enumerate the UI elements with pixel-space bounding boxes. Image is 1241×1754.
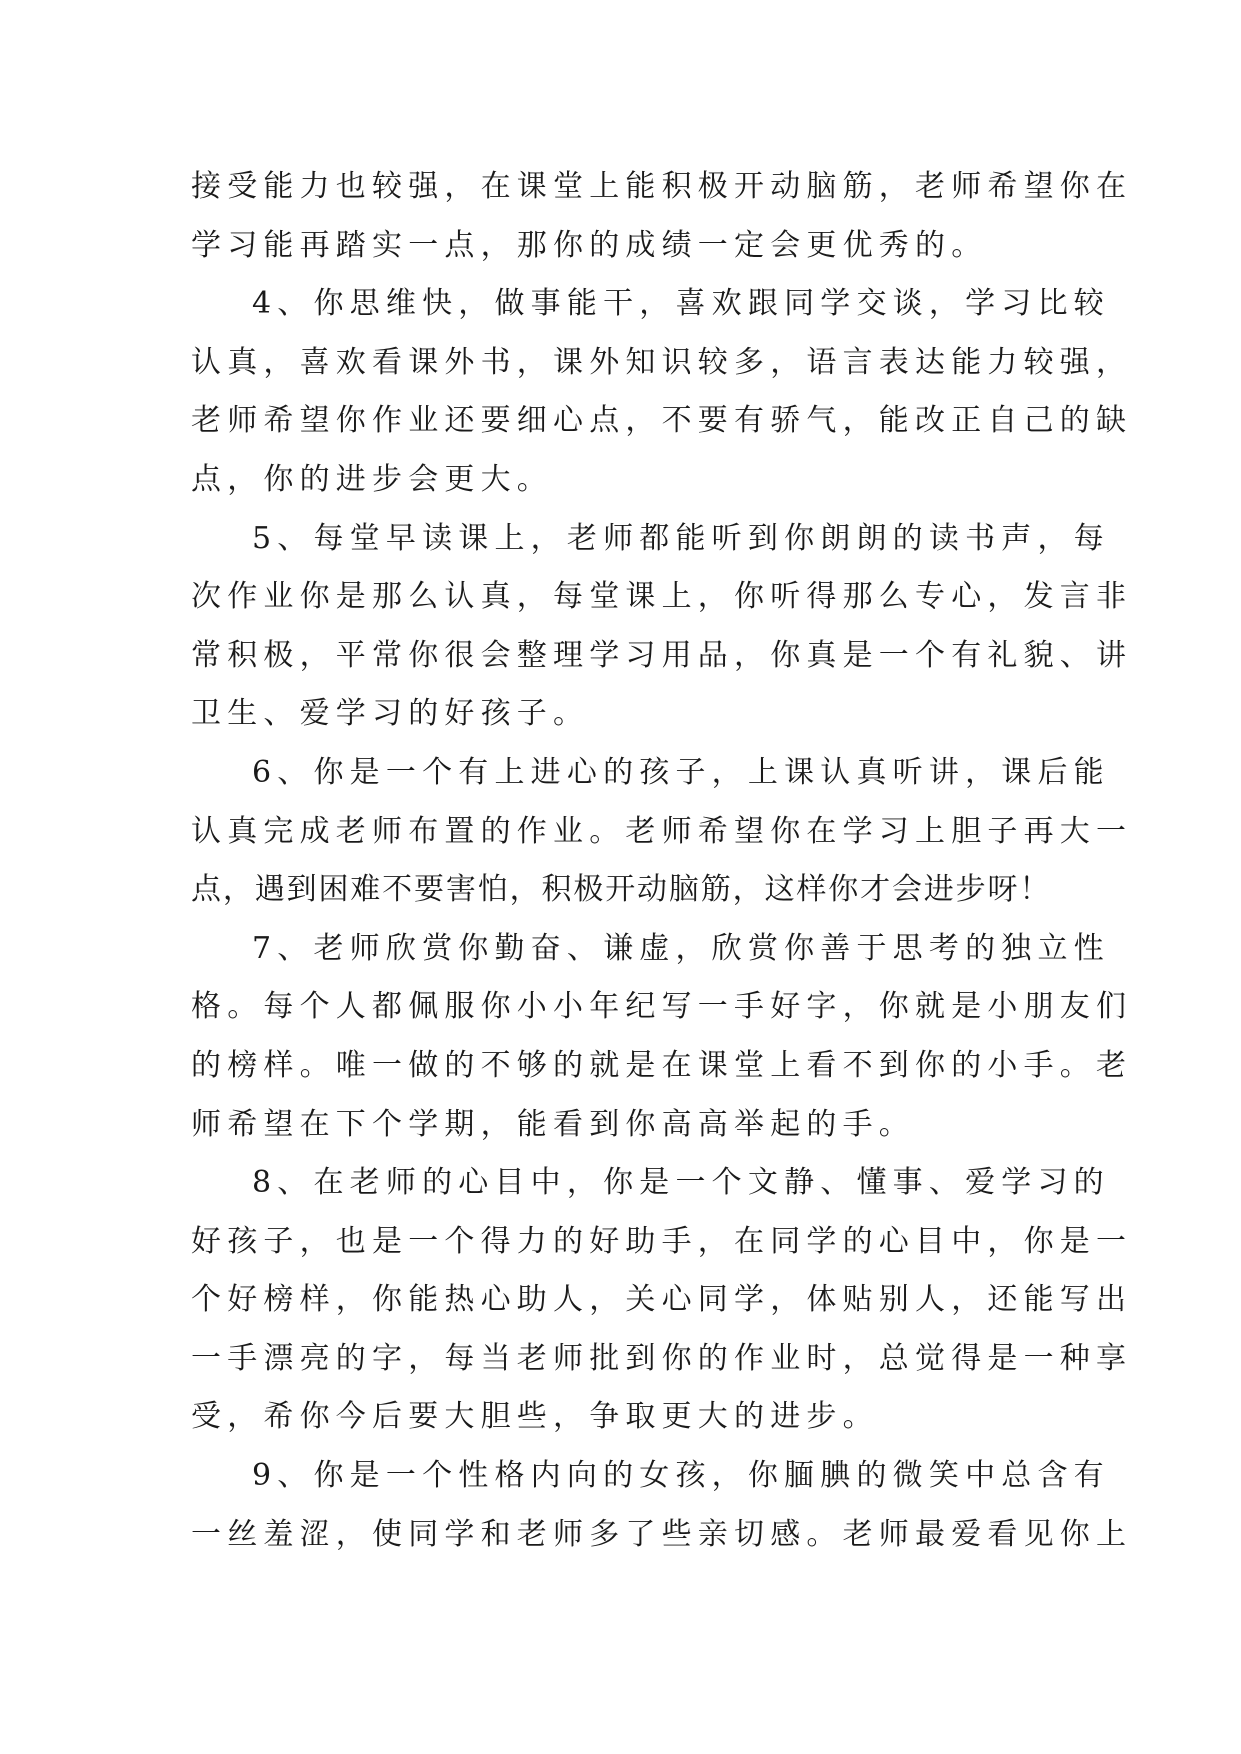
text-line: 卫生、爱学习的好孩子。 — [191, 696, 590, 732]
paragraph-first-line: 7、老师欣赏你勤奋、谦虚，欣赏你善于思考的独立性 — [252, 930, 1110, 966]
paragraph-first-line: 9、你是一个性格内向的女孩，你腼腆的微笑中总含有 — [252, 1458, 1110, 1494]
text-line: 一手漂亮的字，每当老师批到你的作业时，总觉得是一种享 — [191, 1340, 1133, 1376]
text-line: 受，希你今后要大胆些，争取更大的进步。 — [191, 1399, 879, 1435]
text-line: 常积极，平常你很会整理学习用品，你真是一个有礼貌、讲 — [191, 637, 1133, 673]
text-line: 次作业你是那么认真，每堂课上，你听得那么专心，发言非 — [191, 579, 1133, 615]
text-line: 好孩子，也是一个得力的好助手，在同学的心目中，你是一 — [191, 1223, 1133, 1259]
text-line: 学习能再踏实一点，那你的成绩一定会更优秀的。 — [191, 227, 988, 263]
text-line: 个好榜样，你能热心助人，关心同学，体贴别人，还能写出 — [191, 1282, 1133, 1318]
body-text — [191, 158, 1133, 1564]
text-line: 师希望在下个学期，能看到你高高举起的手。 — [191, 1106, 915, 1142]
paragraph-first-line: 8、在老师的心目中，你是一个文静、懂事、爱学习的 — [252, 1165, 1110, 1201]
text-line: 一丝羞涩，使同学和老师多了些亲切感。老师最爱看见你上 — [191, 1516, 1133, 1552]
text-line: 认真，喜欢看课外书，课外知识较多，语言表达能力较强， — [191, 344, 1133, 380]
text-line: 格。每个人都佩服你小小年纪写一手好字，你就是小朋友们 — [191, 989, 1133, 1025]
text-line: 点，你的进步会更大。 — [191, 461, 553, 497]
paragraph-first-line: 4、你思维快，做事能干，喜欢跟同学交谈，学习比较 — [252, 286, 1110, 322]
text-line: 认真完成老师布置的作业。老师希望你在学习上胆子再大一 — [191, 813, 1133, 849]
paragraph-first-line: 6、你是一个有上进心的孩子，上课认真听讲，课后能 — [252, 754, 1110, 790]
text-line: 的榜样。唯一做的不够的就是在课堂上看不到你的小手。老 — [191, 1047, 1133, 1083]
text-line: 点，遇到困难不要害怕，积极开动脑筋，这样你才会进步呀！ — [191, 872, 1051, 908]
text-line: 接受能力也较强，在课堂上能积极开动脑筋，老师希望你在 — [191, 169, 1133, 204]
paragraph-first-line: 5、每堂早读课上，老师都能听到你朗朗的读书声，每 — [252, 520, 1110, 556]
text-line: 老师希望你作业还要细心点，不要有骄气，能改正自己的缺 — [191, 403, 1133, 439]
